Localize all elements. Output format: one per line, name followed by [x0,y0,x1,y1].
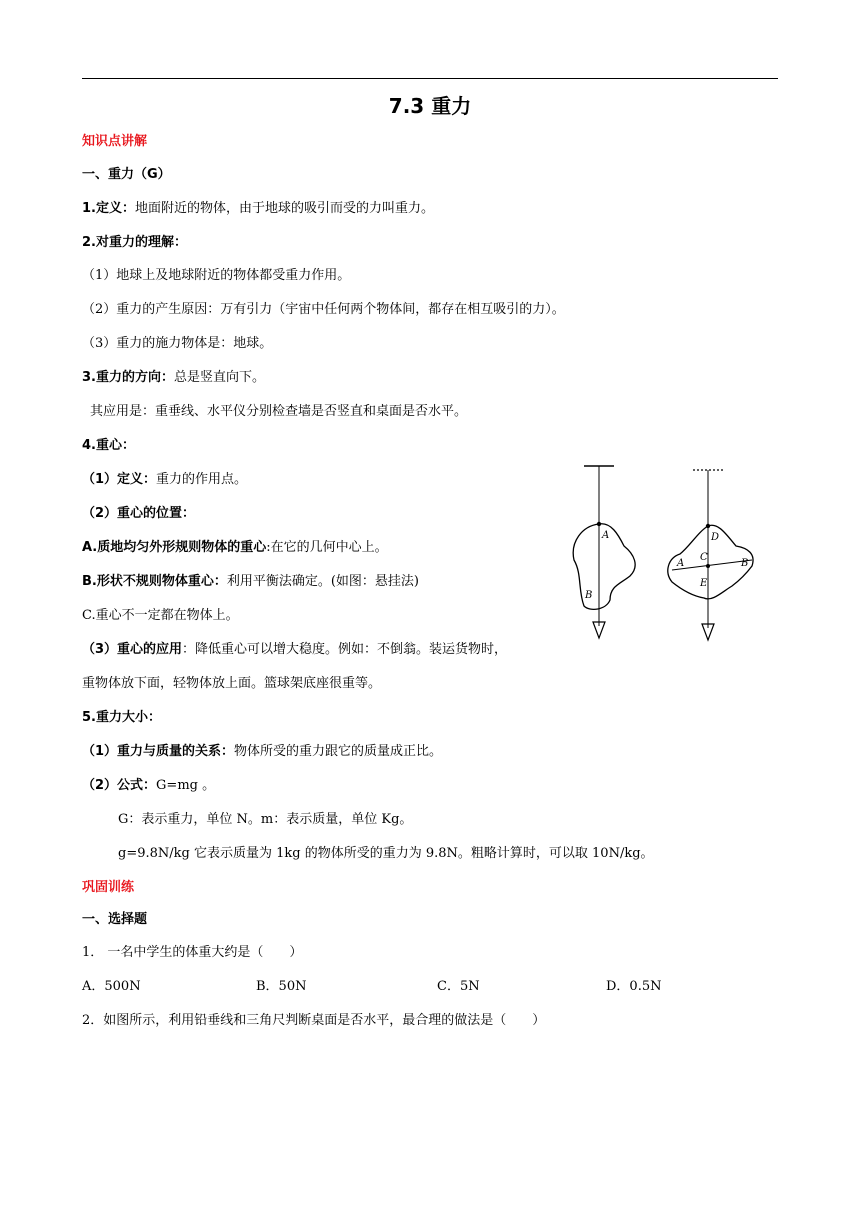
section-heading-practice: 巩固训练 [82,880,135,895]
relation-text: 物体所受的重力跟它的质量成正比。 [234,744,443,759]
center-position-a [82,539,388,557]
q1-option-b: B．50N [256,979,307,994]
direction-line [82,369,265,387]
understanding-item-1: （1）地球上及地球附近的物体都受重力作用。 [82,268,351,283]
magnitude-formula [82,777,215,795]
question-2: 2．如图所示，利用铅垂线和三角尺判断桌面是否水平，最合理的做法是（ ） [82,1013,546,1028]
understanding-item-3: （3）重力的施力物体是：地球。 [82,336,273,351]
definition-line [82,200,434,218]
understanding-label: 2.对重力的理解： [82,235,187,250]
relation-label: （1）重力与质量的关系： [82,744,235,759]
center-label: 4.重心： [82,438,135,453]
center-position-b [82,573,419,591]
question-1: 1． 一名中学生的体重大约是（ ） [82,945,303,960]
center-application [82,641,507,659]
center-application-cont: 重物体放下面，轻物体放上面。篮球架底座很重等。 [82,676,382,691]
q1-option-d: D．0.5N [606,979,662,994]
center-a-text: :在它的几何中心上。 [266,540,388,555]
understanding-item-2: （2）重力的产生原因：万有引力（宇宙中任何两个物体间，都存在相互吸引的力）。 [82,302,565,317]
definition-text: 地面附近的物体，由于地球的吸引而受的力叫重力。 [134,201,434,216]
section-heading-knowledge: 知识点讲解 [82,134,148,149]
heading-multiple-choice: 一、选择题 [82,912,148,927]
left-label-a: A [602,530,610,541]
center-position-c: C.重心不一定都在物体上。 [82,608,239,623]
left-label-b: B [585,590,593,601]
right-label-d: D [711,532,720,543]
direction-application: 其应用是：重垂线、水平仪分别检查墙是否竖直和桌面是否水平。 [90,404,468,419]
center-position-label: （2）重心的位置： [82,506,196,521]
right-label-c: C [700,552,708,563]
center-a-label: A.质地均匀外形规则物体的重心 [82,540,267,555]
right-label-b: B [741,558,749,569]
right-label-e: E [700,578,708,589]
center-def-text: 重力的作用点。 [156,472,248,487]
left-suspension-point [597,522,601,526]
heading-gravity: 一、重力（G） [82,167,171,182]
formula-label: （2）公式： [82,778,157,793]
formula-text: G=mg 。 [156,778,216,793]
center-def-label: （1）定义： [82,472,157,487]
formula-symbols: G：表示重力，单位 N。m：表示质量，单位 Kg。 [118,812,413,827]
magnitude-label: 5.重力大小： [82,710,161,725]
definition-label: 1.定义： [82,201,135,216]
page-title: 7.3 重力 [388,94,472,118]
q1-option-c: C．5N [437,979,480,994]
center-b-text: 利用平衡法确定。(如图：悬挂法) [226,574,420,589]
q1-option-a: A．500N [82,979,141,994]
right-label-a: A [677,558,685,569]
center-b-label: B.形状不规则物体重心： [82,574,227,589]
header-rule [82,78,778,79]
right-suspension-point [706,524,710,528]
direction-label: 3.重力的方向： [82,370,174,385]
direction-text: 总是竖直向下。 [173,370,265,385]
center-definition [82,471,247,489]
suspension-figure [556,462,776,644]
center-of-gravity-point [706,564,710,568]
center-app-text: ：降低重心可以增大稳度。例如：不倒翁。装运货物时， [182,642,508,657]
magnitude-relation [82,743,442,761]
center-app-label: （3）重心的应用 [82,642,183,657]
g-value: g=9.8N/kg 它表示质量为 1kg 的物体所受的重力为 9.8N。粗略计算时，可以取 10N/kg。 [118,846,654,861]
